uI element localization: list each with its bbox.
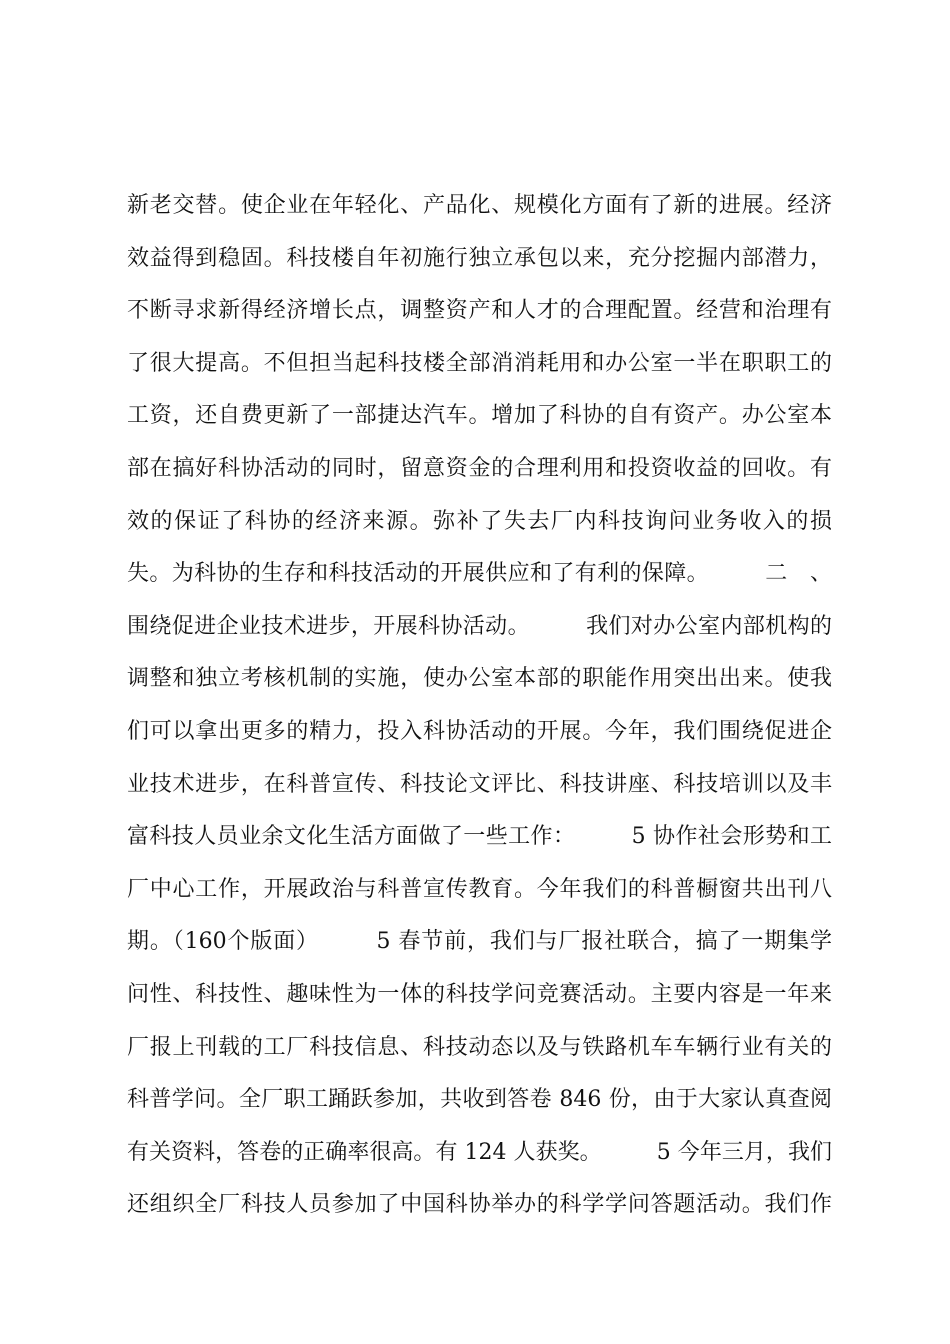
text-line: 问性、科技性、趣味性为一体的科技学问竞赛活动。主要内容是一年来 [127,981,832,1007]
text-line: 有关资料，答卷的正确率很高。有 124 人获奖。 5 今年三月，我们 [127,1139,832,1165]
text-line: 们可以拿出更多的精力，投入科协活动的开展。今年，我们围绕促进企 [127,718,832,744]
text-line: 还组织全厂科技人员参加了中国科协举办的科学学问答题活动。我们作 [127,1192,832,1218]
text-line: 工资，还自费更新了一部捷达汽车。增加了科协的自有资产。办公室本 [127,403,832,429]
text-line: 新老交替。使企业在年轻化、产品化、规模化方面有了新的进展。经济 [127,193,832,218]
text-line: 厂报上刊载的工厂科技信息、科技动态以及与铁路机车车辆行业有关的 [127,1034,832,1060]
text-line: 失。为科协的生存和科技活动的开展供应和了有利的保障。 二 、 [127,561,832,587]
text-line: 围绕促进企业技术进步，开展科协活动。 我们对办公室内部机构的 [127,613,832,639]
text-line: 了很大提高。不但担当起科技楼全部消消耗用和办公室一半在职职工的 [127,350,832,376]
text-line: 科普学问。全厂职工踊跃参加，共收到答卷 846 份，由于大家认真查阅 [127,1087,832,1113]
text-line: 厂中心工作，开展政治与科普宣传教育。今年我们的科普橱窗共出刊八 [127,876,832,902]
text-line: 效益得到稳固。科技楼自年初施行独立承包以来，充分挖掘内部潜力， [127,245,832,271]
text-line: 效的保证了科协的经济来源。弥补了失去厂内科技询问业务收入的损 [127,508,832,534]
text-line: 期。（160个版面） 5 春节前，我们与厂报社联合，搞了一期集学 [127,929,832,955]
text-line: 业技术进步，在科普宣传、科技论文评比、科技讲座、科技培训以及丰 [127,771,832,797]
text-line: 不断寻求新得经济增长点，调整资产和人才的合理配置。经营和治理有 [127,298,832,324]
text-line: 富科技人员业余文化生活方面做了一些工作： 5 协作社会形势和工 [127,824,832,850]
text-line: 调整和独立考核机制的实施，使办公室本部的职能作用突出出来。使我 [127,666,832,692]
text-line: 部在搞好科协活动的同时，留意资金的合理利用和投资收益的回收。有 [127,455,832,481]
body-text [127,180,832,1232]
